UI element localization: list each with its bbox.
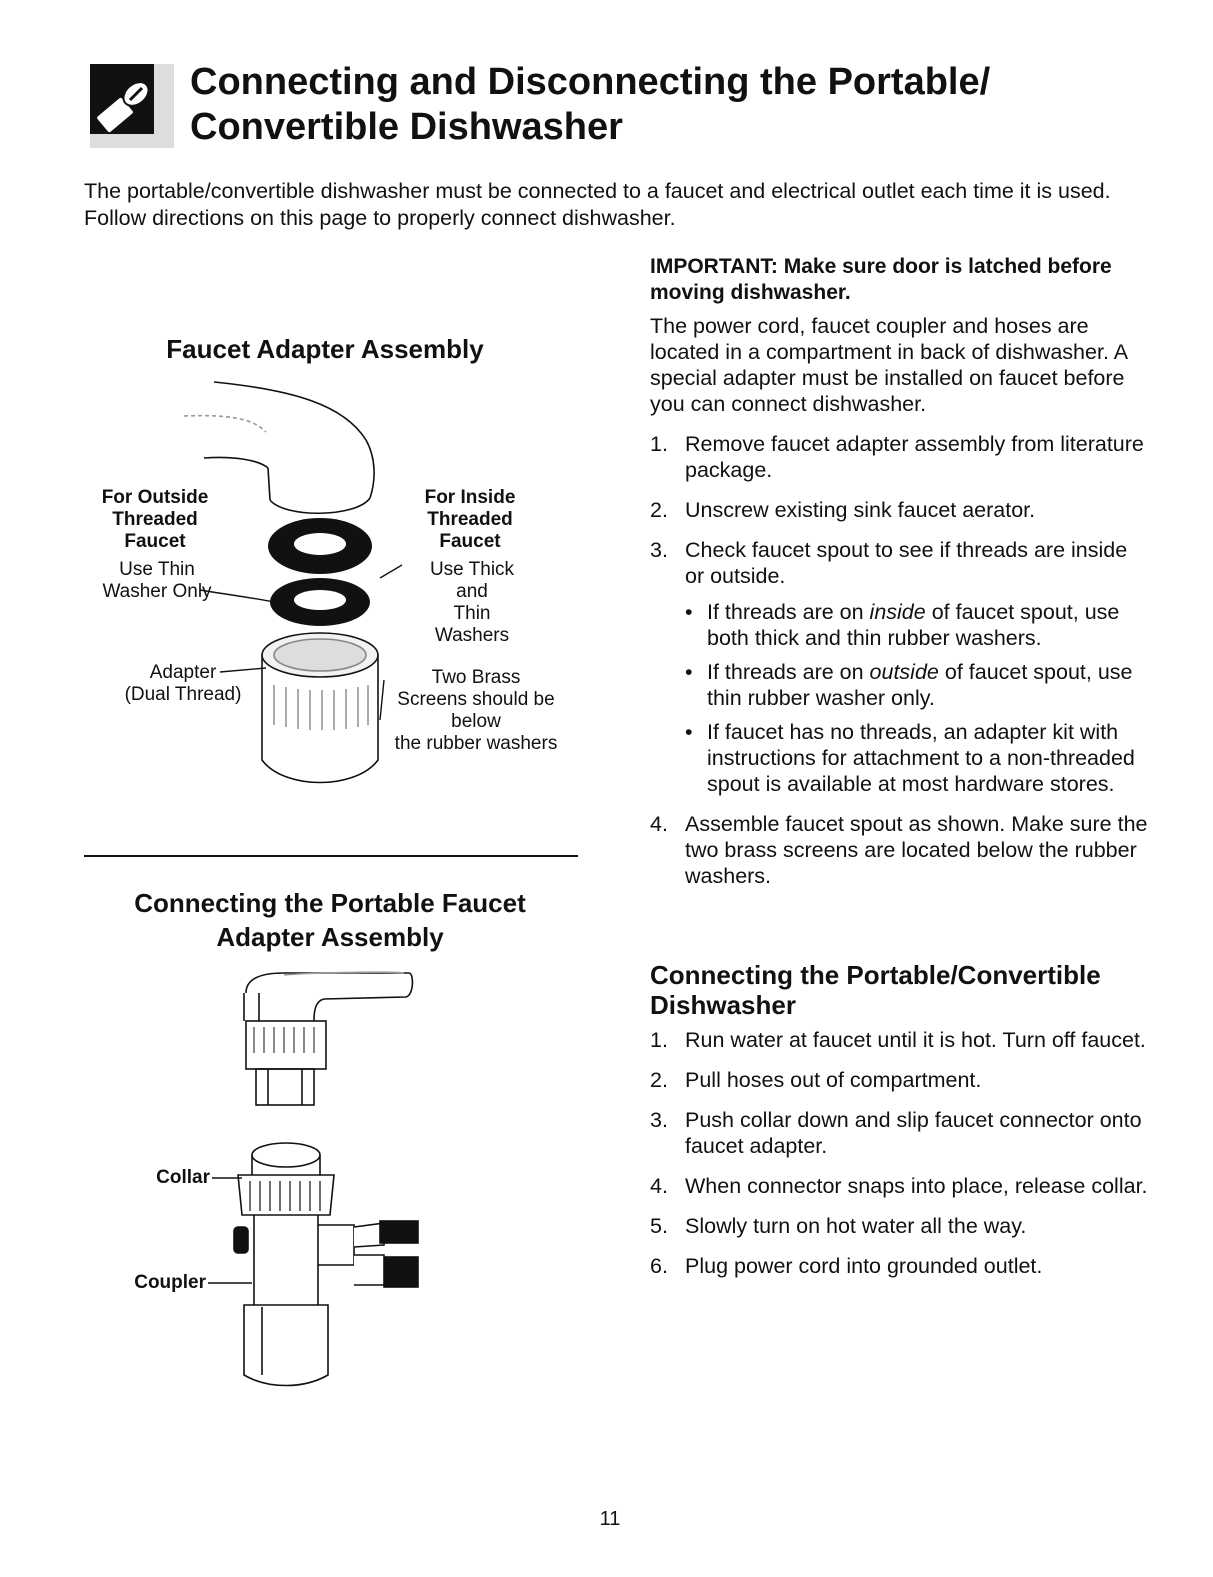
connecting-dishwasher-steps (650, 1027, 1150, 1279)
list-item: 2. Unscrew existing sink faucet aerator. (650, 498, 1036, 522)
intro-text: The portable/convertible dishwasher must be connected to a faucet and electrical outlet each time it is used. Follow directions on this page to properly connect dishwasher. (84, 179, 1111, 230)
thread-bullets (685, 599, 1150, 797)
list-item: • If faucet has no threads, an adapter kit with instructions for attachment to a non-threaded spout is available at most hardware stores. (685, 720, 1135, 796)
collar-label: Collar (156, 1167, 210, 1188)
important-notice: IMPORTANT: Make sure door is latched before moving dishwasher. (650, 255, 1112, 304)
compartment-paragraph: The power cord, faucet coupler and hoses are located in a compartment in back of dishwasher. A special adapter must be installed on faucet before you can connect dishwasher. (650, 314, 1127, 416)
list-item: 4. When connector snaps into place, release collar. (650, 1174, 1148, 1198)
outside-washer-note: Use Thin Washer Only (102, 559, 212, 602)
thin-washer (270, 578, 370, 626)
list-item: 6. Plug power cord into grounded outlet. (650, 1254, 1043, 1278)
title-line-1: Connecting and Disconnecting the Portable/ (190, 61, 991, 103)
thick-washer (268, 518, 372, 574)
list-item: 3. Check faucet spout to see if threads are inside or outside. • If threads are on inside of faucet spout, use both thick and thin rubber washers. • If threads are on outside of faucet spout, use thin rubber washer only. • If faucet has no threads, an adapter kit with instructions for attachment to a non-threaded spout is available at most hardware stores. (650, 537, 1150, 797)
inside-washer-note: Use Thick and Thin Washers (429, 559, 515, 646)
connecting-faucet-heading: Connecting the Portable Faucet Adapter Assembly (134, 888, 526, 952)
right-column (650, 313, 1150, 903)
page-title (190, 60, 1150, 150)
inside-threaded-label: For Inside Threaded Faucet (424, 487, 516, 552)
list-item: 2. Pull hoses out of compartment. (650, 1068, 982, 1092)
section-divider (84, 855, 578, 857)
faucet-connector-icon (90, 64, 174, 148)
outside-threaded-label: For Outside Threaded Faucet (101, 487, 209, 552)
faucet-adapter-heading: Faucet Adapter Assembly (166, 334, 484, 364)
brass-screens-label: Two Brass Screens should be below the rubber washers (394, 667, 558, 754)
list-item: 1. Remove faucet adapter assembly from literature package. (650, 432, 1144, 482)
faucet-adapter-steps (650, 431, 1150, 889)
adapter-label: Adapter (Dual Thread) (124, 662, 242, 705)
list-item: 5. Slowly turn on hot water all the way. (650, 1214, 1027, 1238)
list-item: • If threads are on outside of faucet spout, use thin rubber washer only. (685, 660, 1133, 710)
list-item: 1. Run water at faucet until it is hot. Turn off faucet. (650, 1028, 1146, 1052)
connecting-steps-column (650, 1027, 1150, 1293)
page-number: 11 (599, 1508, 621, 1530)
connecting-dishwasher-heading: Connecting the Portable/Convertible Dishwasher (650, 960, 1101, 1020)
list-item: 4. Assemble faucet spout as shown. Make sure the two brass screens are located below the rubber washers. (650, 812, 1148, 888)
title-line-2: Convertible Dishwasher (190, 106, 623, 148)
dual-thread-adapter (262, 633, 378, 783)
list-item: • If threads are on inside of faucet spout, use both thick and thin rubber washers. (685, 600, 1120, 650)
coupler-label: Coupler (134, 1272, 206, 1293)
list-item: 3. Push collar down and slip faucet connector onto faucet adapter. (650, 1108, 1142, 1158)
